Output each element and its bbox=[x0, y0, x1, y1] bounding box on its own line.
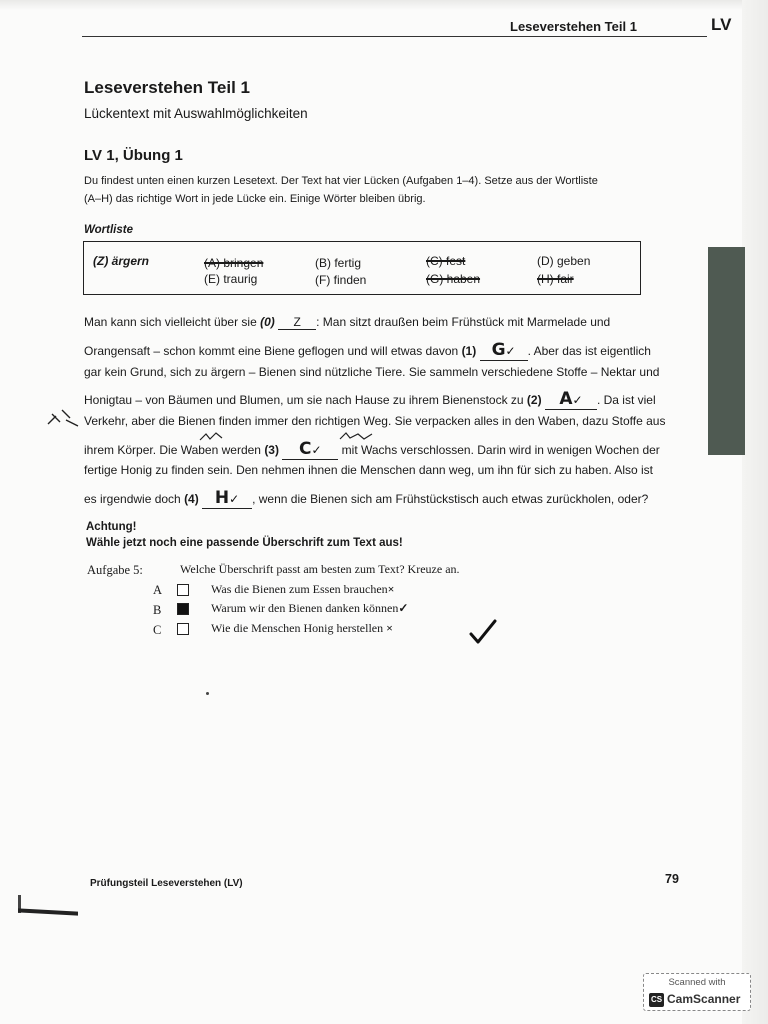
option-text: Wie die Menschen Honig herstellen × bbox=[211, 621, 393, 635]
header-rule bbox=[82, 36, 707, 37]
cross-mark-icon: × bbox=[386, 621, 393, 635]
camscanner-logo-icon: CS bbox=[649, 993, 664, 1007]
option-letter: C bbox=[153, 623, 162, 637]
option-text: Was die Bienen zum Essen brauchen× bbox=[211, 582, 395, 596]
text-line: Orangensaft – schon kommt eine Biene geflogen und will etwas davon (1) G✓ . Aber das ist eigentlich bbox=[84, 340, 651, 360]
text-line: ihrem Körper. Die Waben werden (3) C✓ mit Wachs verschlossen. Darin wird in wenigen Wochen der bbox=[84, 439, 660, 459]
gap-3 bbox=[282, 439, 338, 460]
corner-tag: LV bbox=[711, 15, 732, 34]
gap-answer: G bbox=[491, 340, 506, 360]
text-line: gar kein Grund, sich zu ärgern – Bienen sind nützliche Tiere. Sie sammeln verschiedene Stoffe – Nektar und bbox=[84, 365, 660, 379]
section-subtitle: Lückentext mit Auswahlmöglichkeiten bbox=[84, 106, 308, 121]
check-mark-icon: ✓ bbox=[398, 601, 409, 615]
gap-answer: H bbox=[214, 488, 230, 508]
task-question: Welche Überschrift passt am besten zum Text? Kreuze an. bbox=[180, 562, 460, 576]
gap-0: Z bbox=[278, 315, 316, 330]
running-head: Leseverstehen Teil 1 bbox=[510, 19, 637, 34]
gap-answer: A bbox=[559, 389, 573, 409]
word-list-item: (B) fertig bbox=[315, 256, 362, 270]
instructions-line: (A–H) das richtige Wort in jede Lücke ein. Einige Wörter bleiben übrig. bbox=[84, 193, 426, 205]
word-list-item: (D) geben bbox=[537, 254, 591, 268]
text-line: es irgendwie doch (4) H✓ , wenn die Bienen sich am Frühstückstisch auch etwas zurückholen, oder? bbox=[84, 488, 649, 508]
word-list-item: (F) finden bbox=[315, 273, 367, 287]
camscanner-name: CamScanner bbox=[667, 992, 741, 1006]
check-mark-icon: ✓ bbox=[229, 492, 240, 506]
task-label: Aufgabe 5: bbox=[87, 563, 143, 577]
chapter-tab bbox=[708, 247, 745, 455]
check-mark-icon: ✓ bbox=[505, 344, 516, 358]
word-list-item: (A) bringen bbox=[204, 256, 264, 270]
camscanner-badge bbox=[643, 973, 751, 1011]
word-list-item: (G) haben bbox=[426, 272, 481, 286]
option-text: Warum wir den Bienen danken können✓ bbox=[211, 601, 409, 615]
word-list-heading: Wortliste bbox=[84, 224, 133, 236]
option-letter: A bbox=[153, 583, 163, 597]
gap-2 bbox=[545, 389, 597, 410]
handwritten-note-icon bbox=[198, 430, 228, 444]
gap-answer: C bbox=[299, 439, 312, 459]
word-list-item: (C) fest bbox=[426, 254, 466, 268]
word-list-item: (E) traurig bbox=[204, 272, 258, 286]
section-title: Leseverstehen Teil 1 bbox=[84, 78, 250, 97]
check-mark-icon: ✓ bbox=[572, 393, 583, 407]
exercise-title: LV 1, Übung 1 bbox=[84, 147, 183, 164]
option-checkbox[interactable] bbox=[177, 584, 189, 596]
attention-subtitle: Wähle jetzt noch eine passende Überschrift zum Text aus! bbox=[86, 537, 403, 549]
option-letter: B bbox=[153, 603, 162, 617]
text-line: Man kann sich vielleicht über sie (0) Z : Man sitzt draußen beim Frühstück mit Marmelade und bbox=[84, 315, 611, 329]
instructions bbox=[84, 172, 644, 208]
word-list-box bbox=[83, 241, 641, 295]
attention-title: Achtung! bbox=[86, 521, 137, 533]
handwritten-note-icon bbox=[44, 404, 84, 434]
scanned-with-label: Scanned with bbox=[668, 977, 726, 988]
instructions-line: Du findest unten einen kurzen Lesetext. Der Text hat vier Lücken (Aufgaben 1–4). Setze aus der Wortliste bbox=[84, 175, 598, 187]
page-number: 79 bbox=[665, 872, 679, 886]
cross-mark-icon: × bbox=[387, 582, 395, 596]
footer-text: Prüfungsteil Leseverstehen (LV) bbox=[90, 878, 243, 889]
text-line: Verkehr, aber die Bienen finden immer den richtigen Weg. Sie verpacken alles in den Waben, dazu Stoffe aus bbox=[84, 414, 666, 428]
word-list-item: (H) fair bbox=[537, 272, 574, 286]
text-line: fertige Honig zu finden sein. Den nehmen ihnen die Menschen dann weg, um ihn für sich zu haben. Also ist bbox=[84, 463, 654, 477]
check-mark-icon: ✓ bbox=[311, 443, 322, 457]
word-list-example: (Z) ärgern bbox=[93, 254, 150, 268]
text-line: Honigtau – von Bäumen und Blumen, um sie nach Hause zu ihrem Bienenstock zu (2) A✓ . Da ist viel bbox=[84, 389, 656, 409]
gap-1 bbox=[480, 340, 528, 361]
option-checkbox[interactable] bbox=[177, 623, 189, 635]
large-check-mark-icon bbox=[468, 618, 498, 646]
gap-4 bbox=[202, 488, 252, 509]
handwritten-note-icon bbox=[338, 430, 378, 444]
option-checkbox-checked[interactable] bbox=[177, 603, 189, 615]
